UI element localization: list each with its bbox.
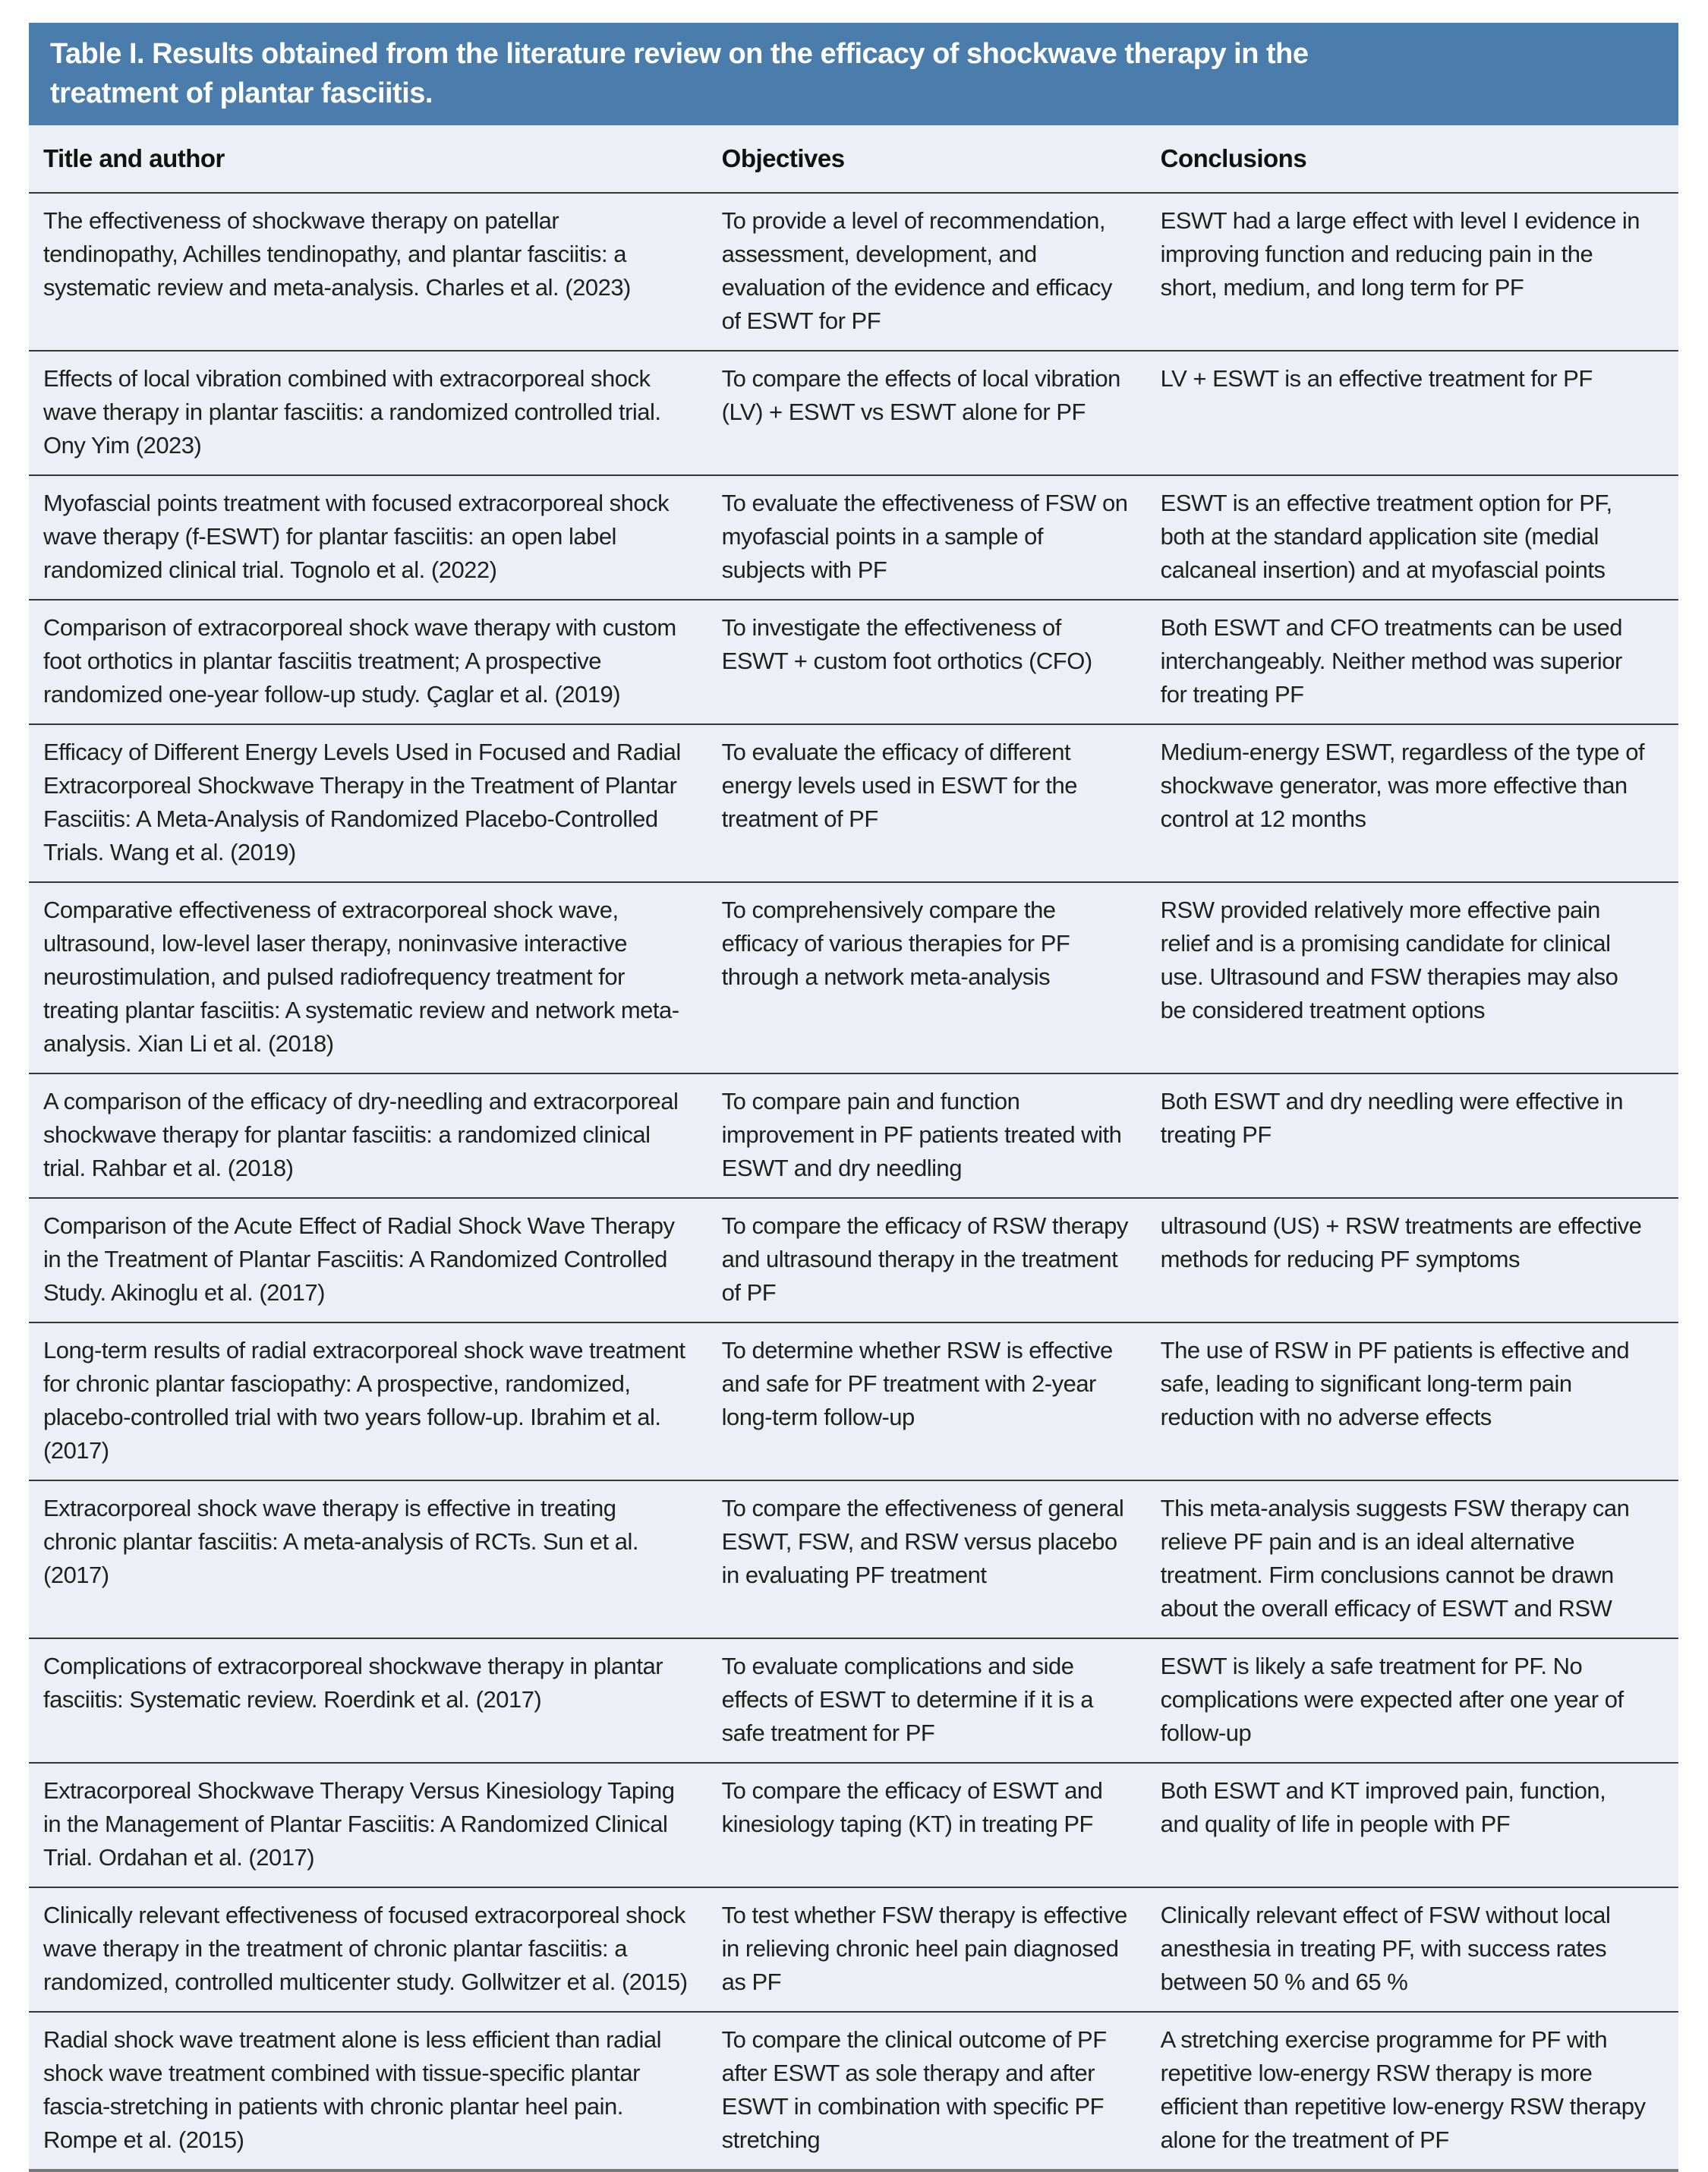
cell-conclusions: ESWT had a large effect with level I evidence in improving function and reducing pain in the short, medium, and long term for PF <box>1160 207 1640 301</box>
cell-conclusions: Both ESWT and KT improved pain, function, and quality of life in people with PF <box>1160 1777 1606 1837</box>
cell-objectives: To evaluate the effectiveness of FSW on myofascial points in a sample of subjects with PF <box>721 490 1128 583</box>
cell-objectives: To compare the effectiveness of general ESWT, FSW, and RSW versus placebo in evaluating PF treatment <box>721 1495 1124 1588</box>
table-row <box>29 474 1678 599</box>
cell-title-author: Radial shock wave treatment alone is less efficient than radial shock wave treatment combined with tissue-specific plantar fascia-stretching in patients with chronic plantar heel pain. Rompe et al. (2015) <box>43 2026 661 2153</box>
cell-objectives: To investigate the effectiveness of ESWT + custom foot orthotics (CFO) <box>721 614 1092 674</box>
cell-conclusions: RSW provided relatively more effective pain relief and is a promising candidate for clinical use. Ultrasound and FSW therapies may also be considered treatment options <box>1160 897 1618 1023</box>
table-row <box>29 1762 1678 1887</box>
table-title: Table I. Results obtained from the literature review on the efficacy of shockwave therapy in the treatment of plantar fasciitis. <box>50 38 1309 109</box>
column-header-title-and-author: Title and author <box>43 144 225 172</box>
table-row <box>29 1073 1678 1197</box>
cell-objectives: To compare the efficacy of RSW therapy and ultrasound therapy in the treatment of PF <box>721 1212 1128 1306</box>
cell-objectives: To provide a level of recommendation, assessment, development, and evaluation of the evidence and efficacy of ESWT for PF <box>721 207 1112 334</box>
table-body <box>29 192 1678 2169</box>
cell-title-author: A comparison of the efficacy of dry-needling and extracorporeal shockwave therapy for plantar fasciitis: a randomized clinical trial. Rahbar et al. (2018) <box>43 1088 679 1181</box>
table-row <box>29 1197 1678 1322</box>
cell-objectives: To evaluate complications and side effects of ESWT to determine if it is a safe treatment for PF <box>721 1653 1093 1746</box>
cell-objectives: To determine whether RSW is effective and safe for PF treatment with 2-year long-term follow-up <box>721 1337 1113 1430</box>
cell-title-author: Comparative effectiveness of extracorporeal shock wave, ultrasound, low-level laser therapy, noninvasive interactive neurostimulation, and pulsed radiofrequency treatment for treating plantar fasciitis: A systematic review and network meta-analysis. Xian Li et al. (2018) <box>43 897 679 1057</box>
cell-conclusions: This meta-analysis suggests FSW therapy can relieve PF pain and is an ideal alternative treatment. Firm conclusions cannot be drawn about the overall efficacy of ESWT and RSW <box>1160 1495 1630 1622</box>
cell-conclusions: ultrasound (US) + RSW treatments are effective methods for reducing PF symptoms <box>1160 1212 1642 1272</box>
table-row <box>29 881 1678 1073</box>
cell-title-author: Effects of local vibration combined with extracorporeal shock wave therapy in plantar fasciitis: a randomized controlled trial. Ony Yim (2023) <box>43 365 661 459</box>
cell-title-author: The effectiveness of shockwave therapy on patellar tendinopathy, Achilles tendinopathy, and plantar fasciitis: a systematic review and meta-analysis. Charles et al. (2023) <box>43 207 631 301</box>
cell-title-author: Long-term results of radial extracorporeal shock wave treatment for chronic plantar fasciopathy: A prospective, randomized, placebo-controlled trial with two years follow-up. Ibrahim et al. (2017) <box>43 1337 685 1464</box>
cell-title-author: Clinically relevant effectiveness of focused extracorporeal shock wave therapy in the treatment of chronic plantar fasciitis: a randomized, controlled multicenter study. Gollwitzer et al. (2015) <box>43 1902 688 1995</box>
cell-title-author: Efficacy of Different Energy Levels Used in Focused and Radial Extracorporeal Shockwave Therapy in the Treatment of Plantar Fasciitis: A Meta-Analysis of Randomized Placebo-Controlled Trials. Wang et al. (2019) <box>43 739 681 865</box>
cell-conclusions: Both ESWT and CFO treatments can be used interchangeably. Neither method was superior for treating PF <box>1160 614 1623 708</box>
cell-conclusions: ESWT is likely a safe treatment for PF. No complications were expected after one year of follow-up <box>1160 1653 1624 1746</box>
column-header-objectives: Objectives <box>721 144 845 172</box>
cell-conclusions: LV + ESWT is an effective treatment for PF <box>1160 365 1593 392</box>
table-row <box>29 350 1678 474</box>
table-row <box>29 1322 1678 1480</box>
cell-objectives: To compare pain and function improvement in PF patients treated with ESWT and dry needling <box>721 1088 1122 1181</box>
table-row <box>29 1638 1678 1762</box>
cell-title-author: Myofascial points treatment with focused extracorporeal shock wave therapy (f-ESWT) for plantar fasciitis: an open label randomized clinical trial. Tognolo et al. (2022) <box>43 490 670 583</box>
cell-conclusions: Clinically relevant effect of FSW without local anesthesia in treating PF, with success rates between 50 % and 65 % <box>1160 1902 1611 1995</box>
table-row <box>29 723 1678 881</box>
column-header-conclusions: Conclusions <box>1160 144 1307 172</box>
column-header-row <box>29 125 1678 192</box>
table-row <box>29 2011 1678 2169</box>
cell-title-author: Extracorporeal Shockwave Therapy Versus Kinesiology Taping in the Management of Plantar Fasciitis: A Randomized Clinical Trial. Ordahan et al. (2017) <box>43 1777 675 1871</box>
table-row <box>29 1887 1678 2011</box>
table-row <box>29 599 1678 723</box>
cell-conclusions: Medium-energy ESWT, regardless of the type of shockwave generator, was more effective than control at 12 months <box>1160 739 1645 832</box>
table-row <box>29 192 1678 350</box>
cell-objectives: To comprehensively compare the efficacy of various therapies for PF through a network meta-analysis <box>721 897 1070 990</box>
cell-conclusions: ESWT is an effective treatment option for PF, both at the standard application site (medial calcaneal insertion) and at myofascial points <box>1160 490 1612 583</box>
cell-objectives: To compare the efficacy of ESWT and kinesiology taping (KT) in treating PF <box>721 1777 1103 1837</box>
cell-conclusions: The use of RSW in PF patients is effective and safe, leading to significant long-term pain reduction with no adverse effects <box>1160 1337 1630 1430</box>
cell-conclusions: Both ESWT and dry needling were effective in treating PF <box>1160 1088 1623 1148</box>
table-title-bar <box>29 23 1678 125</box>
cell-title-author: Extracorporeal shock wave therapy is effective in treating chronic plantar fasciitis: A meta-analysis of RCTs. Sun et al. (2017) <box>43 1495 638 1588</box>
cell-objectives: To test whether FSW therapy is effective in relieving chronic heel pain diagnosed as PF <box>721 1902 1127 1995</box>
cell-objectives: To compare the clinical outcome of PF after ESWT as sole therapy and after ESWT in combination with specific PF stretching <box>721 2026 1107 2153</box>
cell-title-author: Comparison of the Acute Effect of Radial Shock Wave Therapy in the Treatment of Plantar Fasciitis: A Randomized Controlled Study. Akinoglu et al. (2017) <box>43 1212 675 1306</box>
cell-title-author: Complications of extracorporeal shockwave therapy in plantar fasciitis: Systematic review. Roerdink et al. (2017) <box>43 1653 663 1713</box>
table-row <box>29 1480 1678 1638</box>
cell-objectives: To compare the effects of local vibration (LV) + ESWT vs ESWT alone for PF <box>721 365 1120 425</box>
cell-objectives: To evaluate the efficacy of different energy levels used in ESWT for the treatment of PF <box>721 739 1077 832</box>
literature-review-table <box>29 23 1678 2172</box>
cell-conclusions: A stretching exercise programme for PF with repetitive low-energy RSW therapy is more efficient than repetitive low-energy RSW therapy alone for the treatment of PF <box>1160 2026 1646 2153</box>
cell-title-author: Comparison of extracorporeal shock wave therapy with custom foot orthotics in plantar fasciitis treatment; A prospective randomized one-year follow-up study. Çaglar et al. (2019) <box>43 614 676 708</box>
